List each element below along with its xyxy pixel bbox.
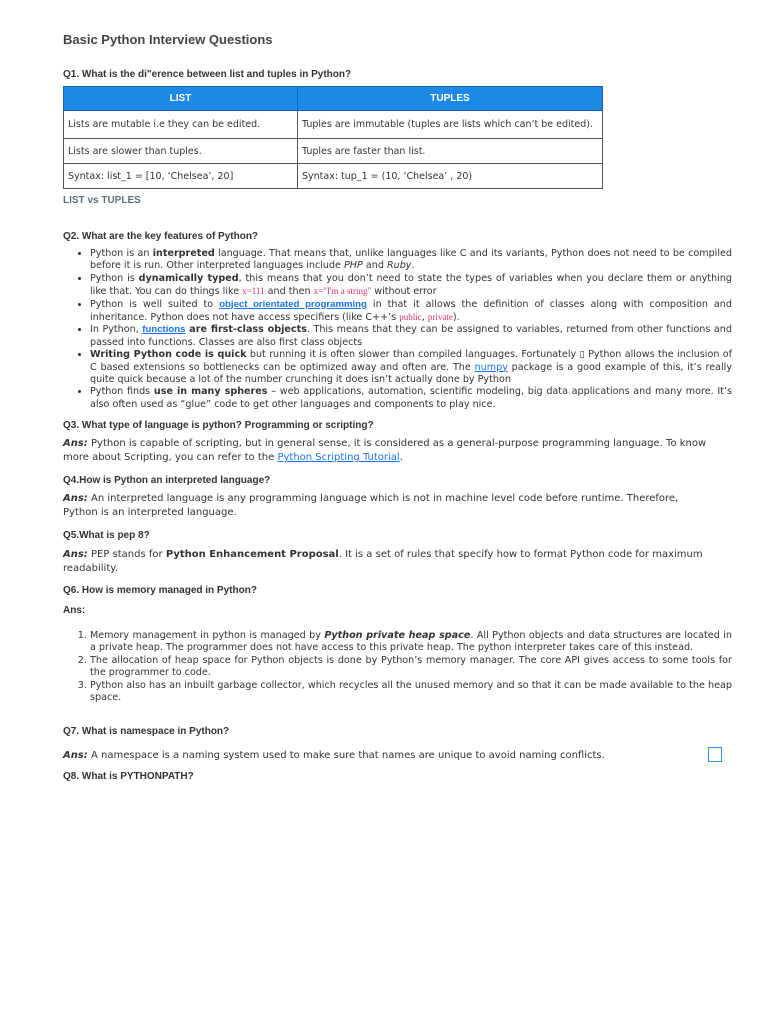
q4-heading: Q4.How is Python an interpreted language? — [63, 475, 271, 486]
q7-heading: Q7. What is namespace in Python? — [63, 726, 230, 737]
table-row — [64, 164, 603, 189]
inline-code: private — [427, 312, 453, 323]
list-item: 3. Python also has an inbuilt garbage collector, which recycles all the unused memory and so that it can be made available to the heap space. — [90, 680, 732, 705]
table-cell: Tuples are immutable (tuples are lists which can’t be edited). — [298, 111, 603, 139]
text: , this means that you don’t need to state the types of variables when you declare them or anything like that. You can do things like — [90, 272, 732, 298]
table-row — [64, 139, 603, 164]
emphasis: first-class objects — [210, 324, 307, 336]
text: package is a good example of this, it’s really quite quick because a lot of the number crunching it does isn’t actually done by Python — [90, 361, 733, 386]
table-cell: Lists are mutable i.e they can be edited. — [64, 111, 298, 139]
text: Python is capable of scripting, but in general sense, it is considered as a general-purpose programming language. To know more about Scripting, you can refer to the — [63, 438, 707, 463]
text: An interpreted language is any programming language which is not in machine level code before runtime. Therefore, — [87, 493, 679, 504]
answer-label: Ans: — [63, 493, 88, 504]
inline-code: x=111 — [242, 286, 265, 297]
text: Python finds — [90, 386, 154, 398]
emphasis: interpreted — [152, 248, 215, 259]
text: Python is well suited to — [90, 298, 220, 310]
table-cell: Tuples are faster than list. — [298, 139, 603, 164]
table-header-tuples: TUPLES — [298, 87, 603, 111]
functions-link[interactable]: functions — [142, 324, 186, 336]
table-row — [64, 111, 603, 139]
text: . — [411, 260, 415, 272]
emphasis: PHP — [344, 260, 363, 272]
q5-answer — [63, 548, 708, 576]
emphasis: Python Enhancement Proposal — [165, 549, 339, 560]
inline-code: x="I'm a string" — [313, 286, 372, 297]
q2-heading: Q2. What are the key features of Python? — [63, 231, 259, 242]
inline-code: public — [399, 312, 422, 323]
text: Python is — [90, 272, 139, 284]
list-item — [90, 324, 732, 349]
text: PEP stands for — [87, 549, 166, 560]
q6-heading: Q6. How is memory managed in Python? — [63, 585, 257, 596]
q3-heading: Q3. What type of language is python? Programming or scripting? — [63, 420, 374, 431]
q8-heading: Q8. What is PYTHONPATH? — [63, 771, 194, 782]
features-list — [63, 248, 732, 411]
oop-link[interactable]: object orientated programming — [219, 298, 367, 310]
text: . All Python objects and data structures are located in a private heap. The programmer does not have access to this private heap. The python interpreter takes care of this instead. — [90, 630, 732, 654]
text: Python is an — [90, 248, 153, 259]
text: In Python, — [90, 324, 143, 336]
table-cell: Syntax: list_1 = [10, ‘Chelsea’, 20] — [64, 164, 298, 189]
text: A namespace is a naming system used to make sure that names are unique to avoid naming conflicts. — [87, 750, 605, 761]
text: . This means that they can be assigned to variables, returned from other functions and passed into functions. Classes are also first class objects — [90, 324, 732, 348]
answer-label: Ans: — [63, 549, 88, 560]
text: . — [399, 452, 403, 463]
list-item — [90, 248, 732, 273]
list-item — [90, 349, 732, 386]
text: , — [421, 312, 428, 324]
emphasis: Python private heap space — [324, 630, 471, 641]
q3-answer — [63, 437, 708, 465]
text: language. That means that, unlike languages like C and its variants, Python does not need to be compiled before it is run. Other interpreted languages include — [90, 248, 732, 272]
list-item: 2. The allocation of heap space for Python objects is done by Python’s memory manager. The core API gives access to some tools for the programmer to code. — [90, 655, 732, 680]
table-cell: Lists are slower than tuples. — [64, 139, 298, 164]
q1-heading: Q1. What is the di"erence between list and tuples in Python? — [63, 69, 352, 80]
emphasis: Writing Python code is quick — [90, 349, 247, 361]
table-cell: Syntax: tup_1 = (10, ‘Chelsea’ , 20) — [298, 164, 603, 189]
emphasis: dynamically typed — [138, 272, 239, 284]
answer-label: Ans: — [63, 750, 88, 761]
list-item — [90, 630, 732, 655]
emphasis: are — [185, 324, 211, 336]
text: without error — [371, 286, 437, 298]
q5-heading: Q5.What is pep 8? — [63, 530, 150, 541]
page-title: Basic Python Interview Questions — [63, 32, 273, 47]
list-item — [90, 299, 732, 325]
list-vs-tuples-table — [63, 86, 603, 189]
text: in that it allows the definition of classes along with composition and inheritance. Python does not have access specifiers (like C++’s — [90, 298, 732, 324]
text: ). — [452, 312, 460, 324]
text: . It is a set of rules that specify how to format Python code for maximum readability. — [63, 549, 703, 574]
q4-answer — [63, 492, 708, 520]
text: but running it is often slower than compiled languages. Fortunately ▯ Python allows the inclusion of C based extensions so bottlenecks can be optimized away and often are. The — [90, 349, 732, 373]
q6-answer-label: Ans: — [63, 605, 86, 616]
text: – web applications, automation, scientific modeling, big data applications and many more. It’s also often used as “glue” code to get other languages and components to play nice. — [90, 386, 733, 410]
list-item — [90, 273, 732, 299]
emphasis: Ruby — [386, 260, 412, 272]
text: and — [362, 260, 387, 272]
text: and then — [264, 286, 314, 298]
memory-list — [63, 630, 732, 704]
table-header-row — [64, 87, 603, 111]
list-item — [90, 386, 732, 411]
python-scripting-tutorial-link[interactable]: Python Scripting Tutorial — [277, 452, 400, 463]
q7-answer — [63, 749, 708, 763]
text: Memory management in python is managed by — [90, 630, 325, 641]
emphasis: use in many spheres — [153, 386, 268, 398]
answer-label: Ans: — [63, 438, 88, 449]
table-header-list: LIST — [64, 87, 298, 111]
text: Python is an interpreted language. — [63, 507, 237, 518]
table-caption: LIST vs TUPLES — [63, 195, 141, 206]
checkbox[interactable] — [708, 747, 722, 762]
numpy-link[interactable]: numpy — [474, 361, 508, 373]
